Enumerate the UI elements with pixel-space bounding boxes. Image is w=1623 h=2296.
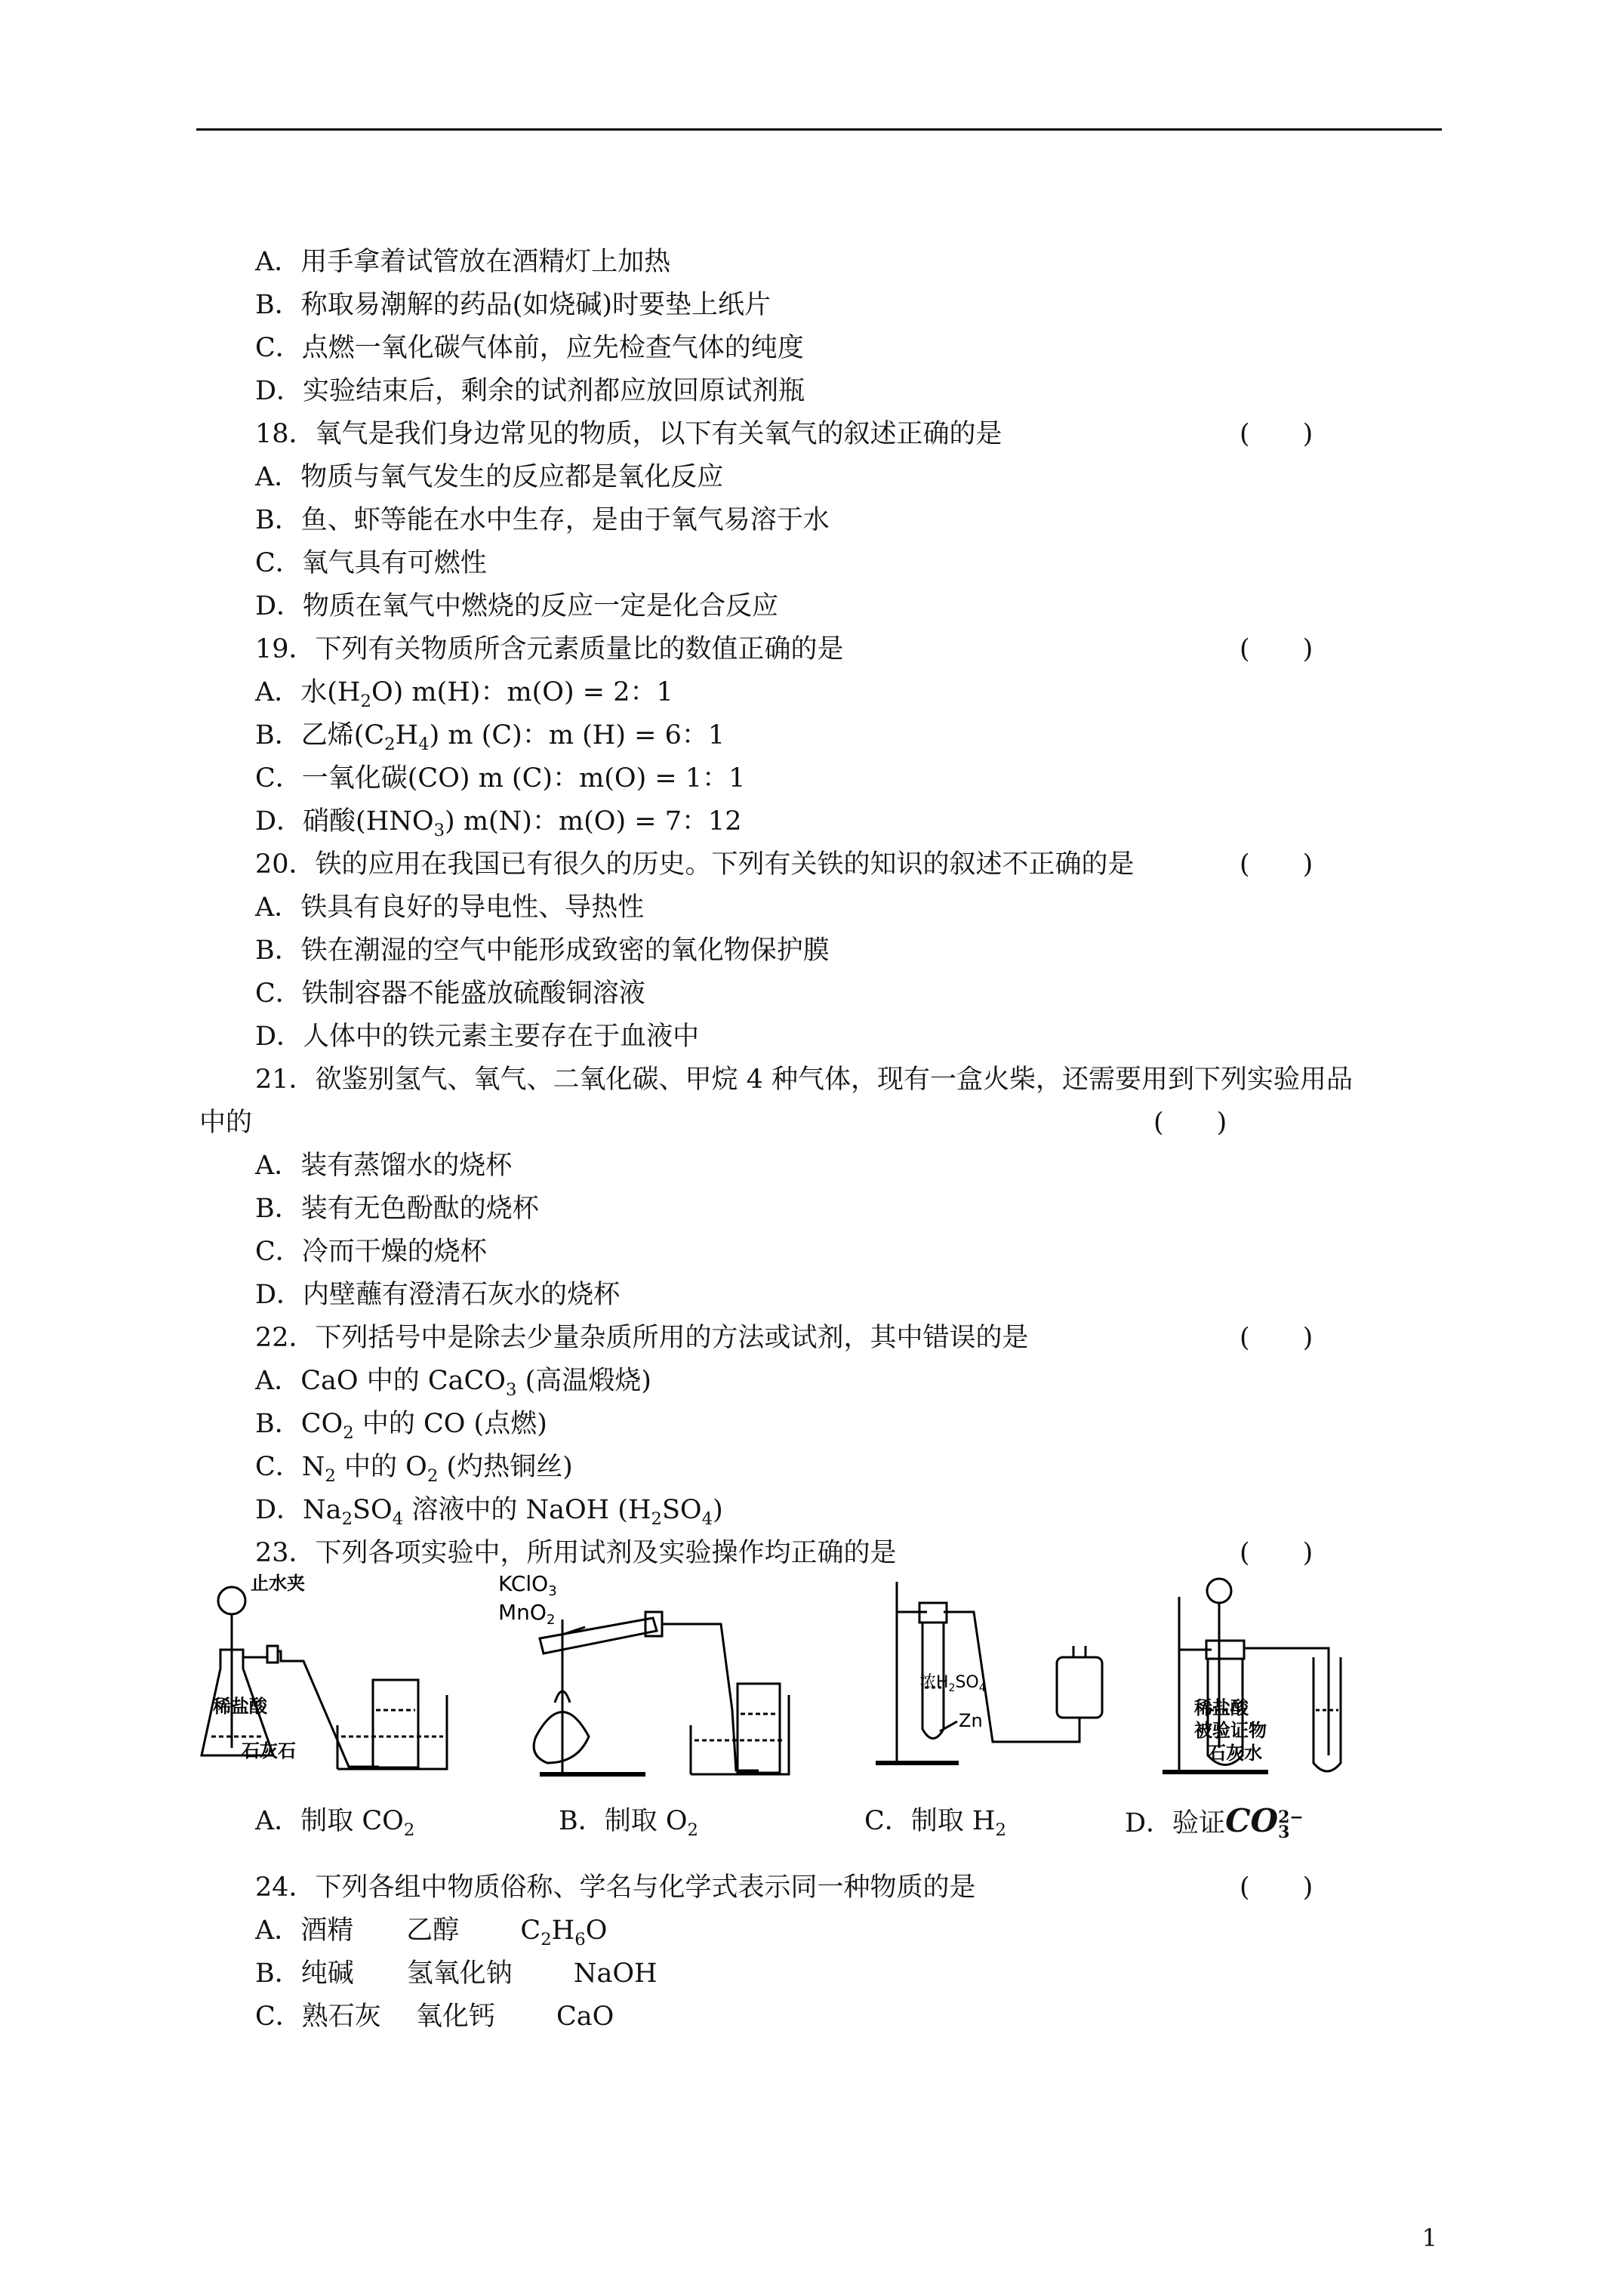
q21-option-b: B．装有无色酚酞的烧杯 [255, 1194, 539, 1224]
q19-answer-paren: ( ) [1240, 634, 1313, 664]
q19-option-c: C．一氧化碳(CO) m (C)：m(O) = 1：1 [255, 763, 746, 794]
q17-option-b: B．称取易潮解的药品(如烧碱)时要垫上纸片 [255, 290, 771, 320]
q20-option-c: C．铁制容器不能盛放硫酸铜溶液 [255, 978, 645, 1009]
label-mno2: MnO$_2$ [498, 1600, 556, 1628]
q18-option-c: C．氧气具有可燃性 [255, 548, 487, 578]
q24-answer-paren: ( ) [1240, 1872, 1313, 1903]
label-dilute-hcl-d: 稀盐酸 [1194, 1697, 1249, 1718]
q20-option-b: B．铁在潮湿的空气中能形成致密的氧化物保护膜 [255, 935, 830, 966]
q18-option-a: A．物质与氧气发生的反应都是氧化反应 [255, 462, 724, 492]
q21-stem: 21．欲鉴别氢气、氧气、二氧化碳、甲烷 4 种气体，现有一盒火柴，还需要用到下列实验用品 [255, 1065, 1354, 1095]
q21-answer-paren: ( ) [1153, 1108, 1227, 1138]
label-kclo3: KClO$_3$ [498, 1571, 557, 1599]
q23-caption-b: B．制取 $O_2$ [559, 1806, 699, 1840]
apparatus-c-diagram [868, 1567, 1140, 1786]
q21-stem-cont: 中的 [199, 1108, 253, 1138]
q19-option-d: D．硝酸$(HNO_3)$ m(N)：m(O) = 7：12 [255, 806, 742, 840]
apparatus-d-diagram [1147, 1567, 1374, 1786]
q21-option-c: C．冷而干燥的烧杯 [255, 1237, 487, 1267]
q23-answer-paren: ( ) [1240, 1538, 1313, 1568]
q24-stem: 24．下列各组中物质俗称、学名与化学式表示同一种物质的是 [255, 1872, 976, 1903]
q21-option-d: D．内壁蘸有澄清石灰水的烧杯 [255, 1280, 621, 1310]
q20-answer-paren: ( ) [1240, 849, 1313, 880]
q20-stem: 20．铁的应用在我国已有很久的历史。下列有关铁的知识的叙述不正确的是 [255, 849, 1135, 880]
header-rule [196, 128, 1442, 131]
q22-option-b: B．$CO_2$ 中的 CO (点燃) [255, 1409, 547, 1443]
q22-option-d: D．$Na_2SO_4$ 溶液中的 NaOH $(H_2SO_4)$ [255, 1495, 723, 1529]
q17-option-c: C．点燃一氧化碳气体前，应先检查气体的纯度 [255, 333, 804, 363]
q22-answer-paren: ( ) [1240, 1323, 1313, 1353]
label-zn: Zn [959, 1710, 983, 1731]
q24-option-c: C．熟石灰 氧化钙 CaO [255, 2002, 614, 2032]
apparatus-b-diagram [494, 1567, 796, 1793]
q24-option-a: A．酒精 乙醇 $C_2H_6O$ [255, 1915, 608, 1949]
q24-option-b: B．纯碱 氢氧化钠 NaOH [255, 1959, 658, 1989]
q18-stem: 18．氧气是我们身边常见的物质，以下有关氧气的叙述正确的是 [255, 419, 1002, 449]
q23-caption-d: D．验证CO 2− 3 [1125, 1802, 1304, 1842]
apparatus-a-diagram [198, 1567, 470, 1786]
q18-option-d: D．物质在氧气中燃烧的反应一定是化合反应 [255, 591, 779, 621]
page-number: 1 [1421, 2224, 1437, 2252]
q23-caption-c: C．制取 $H_2$ [864, 1806, 1006, 1840]
q18-answer-paren: ( ) [1240, 419, 1313, 449]
q23-stem: 23．下列各项实验中，所用试剂及实验操作均正确的是 [255, 1538, 897, 1568]
q17-option-d: D．实验结束后，剩余的试剂都应放回原试剂瓶 [255, 376, 805, 406]
q23-caption-a: A．制取 $CO_2$ [255, 1806, 415, 1840]
q17-option-a: A．用手拿着试管放在酒精灯上加热 [255, 247, 671, 277]
q19-option-b: B．乙烯$(C_2H_4)$ m (C)：m (H) = 6：1 [255, 720, 725, 754]
label-dilute-hcl-a: 稀盐酸 [213, 1696, 267, 1717]
q20-option-a: A．铁具有良好的导电性、导热性 [255, 892, 645, 923]
q22-stem: 22．下列括号中是除去少量杂质所用的方法或试剂，其中错误的是 [255, 1323, 1029, 1353]
label-limewater: 石灰水 [1208, 1743, 1262, 1764]
q19-option-a: A．水$(H_2O)$ m(H)：m(O) = 2：1 [255, 677, 673, 711]
q21-option-a: A．装有蒸馏水的烧杯 [255, 1151, 513, 1181]
label-limestone: 石灰石 [242, 1740, 296, 1761]
label-conc-h2so4: 浓$H_2SO_4$ [919, 1673, 986, 1694]
label-clamp: 止水夹 [251, 1573, 305, 1594]
q22-option-c: C．$N_2$ 中的 $O_2$ (灼热铜丝) [255, 1452, 573, 1486]
q20-option-d: D．人体中的铁元素主要存在于血液中 [255, 1022, 700, 1052]
q22-option-a: A．CaO 中的 CaCO$_3$ (高温煅烧) [255, 1366, 651, 1400]
q18-option-b: B．鱼、虾等能在水中生存，是由于氧气易溶于水 [255, 505, 830, 535]
q19-stem: 19．下列有关物质所含元素质量比的数值正确的是 [255, 634, 844, 664]
label-test-substance: 被验证物 [1194, 1720, 1267, 1741]
